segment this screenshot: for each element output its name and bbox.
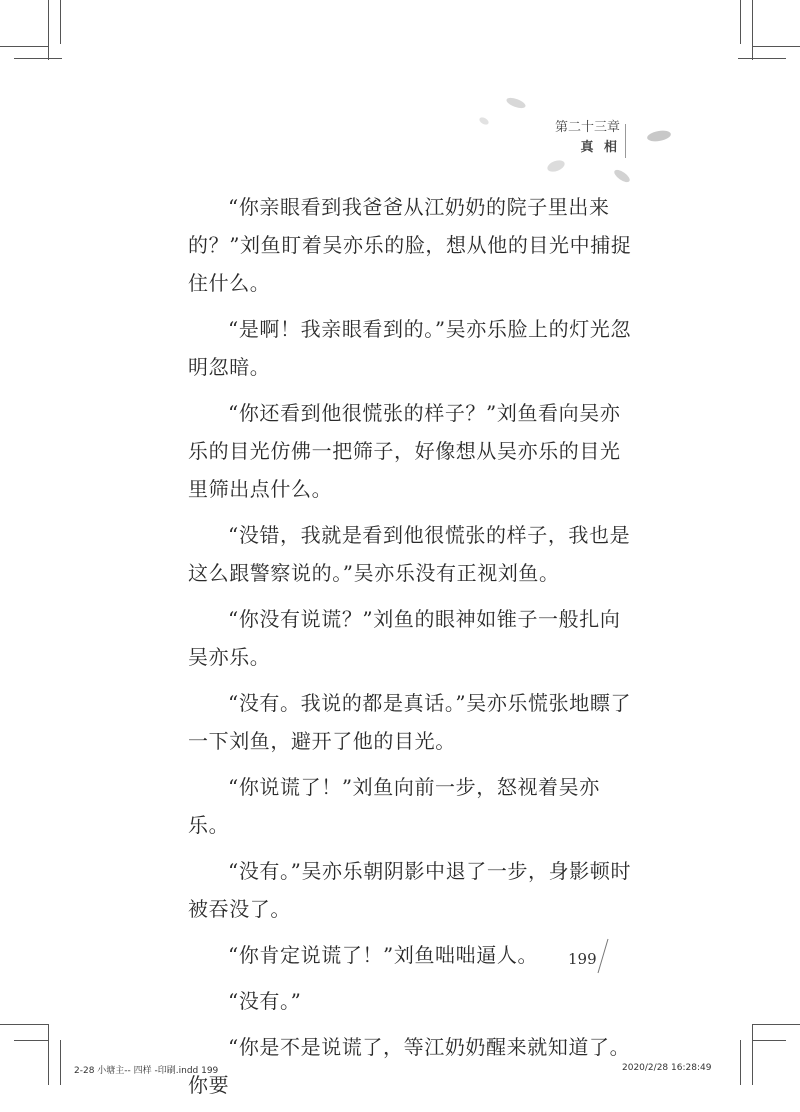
crop-mark [48, 1024, 49, 1085]
slash-decoration-icon [596, 938, 610, 974]
chapter-title: 真 相 [580, 140, 620, 155]
footer-timestamp: 2020/2/28 16:28:49 [622, 1063, 712, 1073]
chapter-header [555, 118, 620, 158]
petal-decoration-icon [505, 96, 527, 110]
crop-mark [14, 58, 62, 59]
paragraph: “没有。我说的都是真话。”吴亦乐慌张地瞟了一下刘鱼，避开了他的目光。 [188, 691, 632, 753]
petal-decoration-icon [646, 128, 672, 144]
crop-mark [740, 0, 741, 44]
crop-mark [752, 1040, 786, 1041]
crop-mark [752, 1024, 753, 1085]
crop-mark [0, 1024, 48, 1025]
body-text [188, 188, 636, 1112]
crop-mark [0, 46, 48, 47]
petal-decoration-icon [612, 168, 632, 184]
crop-mark [752, 46, 800, 47]
crop-mark [60, 0, 61, 44]
crop-mark [738, 58, 786, 59]
paragraph: “是啊！我亲眼看到的。”吴亦乐脸上的灯光忽明忽暗。 [188, 317, 632, 379]
paragraph: “你还看到他很慌张的样子？”刘鱼看向吴亦乐的目光仿佛一把筛子，好像想从吴亦乐的目光里筛出点什么。 [188, 401, 621, 501]
crop-mark [752, 1024, 800, 1025]
paragraph: “你是不是说谎了，等江奶奶醒来就知道了。你要 [188, 1035, 631, 1097]
page-number: 199 [568, 950, 597, 968]
crop-mark [60, 1040, 61, 1085]
paragraph: “你亲眼看到我爸爸从江奶奶的院子里出来的？”刘鱼盯着吴亦乐的脸，想从他的目光中捕捉住什么。 [188, 195, 632, 295]
paragraph: “你说谎了！”刘鱼向前一步，怒视着吴亦乐。 [188, 775, 600, 837]
crop-mark [14, 1040, 48, 1041]
chapter-divider [625, 124, 626, 158]
paragraph: “没有。”吴亦乐朝阴影中退了一步，身影顿时被吞没了。 [188, 859, 632, 921]
paragraph: “没错，我就是看到他很慌张的样子，我也是这么跟警察说的。”吴亦乐没有正视刘鱼。 [188, 523, 631, 585]
footer-filename: 2-28 小塘主-- 四样 -印刷.indd 199 [74, 1066, 219, 1076]
petal-decoration-icon [478, 116, 490, 126]
paragraph: “你肯定说谎了！”刘鱼咄咄逼人。 [228, 943, 539, 967]
crop-mark [740, 1040, 741, 1085]
crop-mark [48, 0, 49, 60]
paragraph: “你没有说谎？”刘鱼的眼神如锥子一般扎向吴亦乐。 [188, 607, 621, 669]
crop-mark [752, 0, 753, 60]
paragraph: “没有。” [228, 989, 302, 1013]
chapter-number: 第二十三章 [554, 120, 620, 135]
petal-decoration-icon [546, 158, 566, 174]
